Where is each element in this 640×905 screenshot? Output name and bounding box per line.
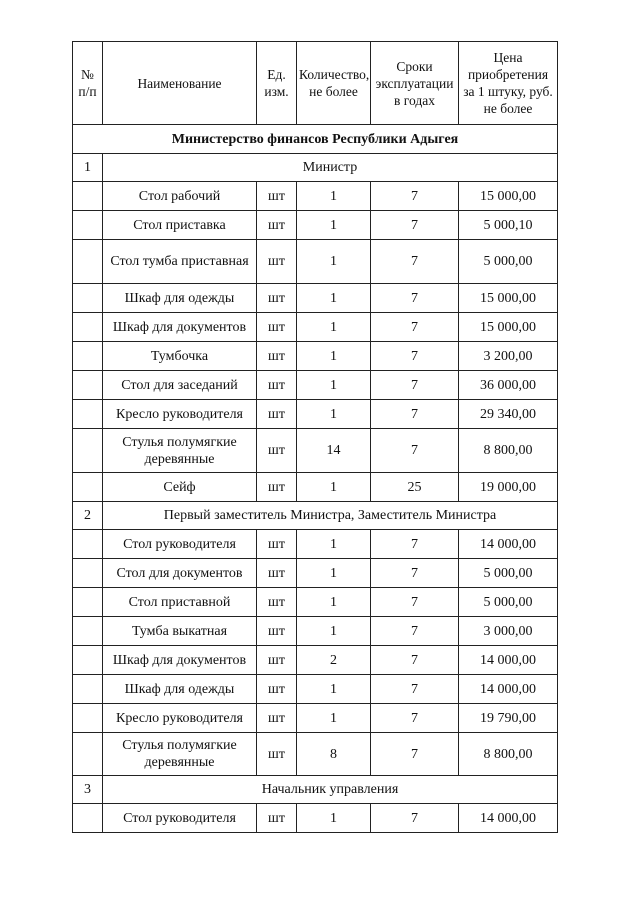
table-row — [73, 284, 558, 313]
item-price: 3 200,00 — [459, 342, 558, 371]
row-number-cell — [73, 646, 103, 675]
item-term: 7 — [371, 704, 459, 733]
item-price: 15 000,00 — [459, 313, 558, 342]
table-row — [73, 240, 558, 284]
item-term: 7 — [371, 646, 459, 675]
item-price: 14 000,00 — [459, 675, 558, 704]
item-unit: шт — [257, 617, 297, 646]
item-unit: шт — [257, 559, 297, 588]
item-quantity: 1 — [297, 240, 371, 284]
row-number-cell — [73, 371, 103, 400]
table-row — [73, 733, 558, 776]
item-name: Шкаф для одежды — [103, 284, 257, 313]
item-quantity: 1 — [297, 588, 371, 617]
item-quantity: 1 — [297, 342, 371, 371]
row-number-cell — [73, 240, 103, 284]
item-quantity: 2 — [297, 646, 371, 675]
row-number-cell — [73, 804, 103, 833]
item-name: Стол для заседаний — [103, 371, 257, 400]
item-price: 19 000,00 — [459, 473, 558, 502]
item-term: 7 — [371, 342, 459, 371]
group-row — [73, 154, 558, 182]
row-number-cell — [73, 704, 103, 733]
item-price: 14 000,00 — [459, 804, 558, 833]
row-number-cell — [73, 342, 103, 371]
item-quantity: 1 — [297, 284, 371, 313]
item-quantity: 1 — [297, 400, 371, 429]
item-price: 5 000,10 — [459, 211, 558, 240]
item-price: 15 000,00 — [459, 284, 558, 313]
item-name: Шкаф для документов — [103, 646, 257, 675]
item-price: 14 000,00 — [459, 646, 558, 675]
table-row — [73, 588, 558, 617]
table-row — [73, 473, 558, 502]
row-number-cell — [73, 559, 103, 588]
furniture-norms-table — [72, 41, 558, 833]
group-number: 3 — [73, 776, 103, 804]
table-row — [73, 371, 558, 400]
item-unit: шт — [257, 371, 297, 400]
item-unit: шт — [257, 342, 297, 371]
item-name: Стол руководителя — [103, 530, 257, 559]
item-price: 3 000,00 — [459, 617, 558, 646]
item-unit: шт — [257, 804, 297, 833]
item-name: Стол руководителя — [103, 804, 257, 833]
row-number-cell — [73, 182, 103, 211]
table-row — [73, 342, 558, 371]
item-name: Тумба выкатная — [103, 617, 257, 646]
item-term: 7 — [371, 733, 459, 776]
header-term: Сроки эксплуатации в годах — [371, 42, 459, 125]
item-price: 14 000,00 — [459, 530, 558, 559]
row-number-cell — [73, 313, 103, 342]
item-quantity: 8 — [297, 733, 371, 776]
item-term: 7 — [371, 400, 459, 429]
item-term: 7 — [371, 211, 459, 240]
item-name: Стол приставка — [103, 211, 257, 240]
item-name: Кресло руководителя — [103, 400, 257, 429]
item-term: 7 — [371, 182, 459, 211]
item-name: Тумбочка — [103, 342, 257, 371]
header-name: Наименование — [103, 42, 257, 125]
item-unit: шт — [257, 675, 297, 704]
item-price: 15 000,00 — [459, 182, 558, 211]
row-number-cell — [73, 473, 103, 502]
header-num: № п/п — [73, 42, 103, 125]
table-row — [73, 211, 558, 240]
item-price: 19 790,00 — [459, 704, 558, 733]
group-title: Министр — [103, 154, 558, 182]
row-number-cell — [73, 429, 103, 473]
group-number: 1 — [73, 154, 103, 182]
group-row — [73, 502, 558, 530]
item-quantity: 1 — [297, 804, 371, 833]
item-quantity: 1 — [297, 559, 371, 588]
item-term: 25 — [371, 473, 459, 502]
table-row — [73, 429, 558, 473]
item-name: Шкаф для документов — [103, 313, 257, 342]
table-row — [73, 675, 558, 704]
row-number-cell — [73, 733, 103, 776]
table-row — [73, 704, 558, 733]
item-unit: шт — [257, 211, 297, 240]
item-term: 7 — [371, 559, 459, 588]
item-term: 7 — [371, 588, 459, 617]
item-term: 7 — [371, 284, 459, 313]
item-unit: шт — [257, 313, 297, 342]
item-unit: шт — [257, 284, 297, 313]
group-title: Первый заместитель Министра, Заместитель Министра — [103, 502, 558, 530]
item-unit: шт — [257, 400, 297, 429]
item-quantity: 1 — [297, 675, 371, 704]
item-price: 5 000,00 — [459, 588, 558, 617]
item-term: 7 — [371, 530, 459, 559]
table-row — [73, 313, 558, 342]
item-term: 7 — [371, 804, 459, 833]
row-number-cell — [73, 588, 103, 617]
item-unit: шт — [257, 429, 297, 473]
item-unit: шт — [257, 240, 297, 284]
item-price: 8 800,00 — [459, 733, 558, 776]
item-name: Стол приставной — [103, 588, 257, 617]
item-price: 8 800,00 — [459, 429, 558, 473]
table-row — [73, 559, 558, 588]
item-name: Кресло руководителя — [103, 704, 257, 733]
item-unit: шт — [257, 182, 297, 211]
row-number-cell — [73, 284, 103, 313]
item-term: 7 — [371, 429, 459, 473]
section-title: Министерство финансов Республики Адыгея — [73, 125, 558, 154]
item-name: Стол рабочий — [103, 182, 257, 211]
table-body — [73, 125, 558, 833]
group-number: 2 — [73, 502, 103, 530]
header-price: Цена приобретения за 1 штуку, руб. не более — [459, 42, 558, 125]
table-row — [73, 804, 558, 833]
item-name: Стол для документов — [103, 559, 257, 588]
item-unit: шт — [257, 733, 297, 776]
item-unit: шт — [257, 646, 297, 675]
item-quantity: 1 — [297, 182, 371, 211]
item-price: 36 000,00 — [459, 371, 558, 400]
group-title: Начальник управления — [103, 776, 558, 804]
item-term: 7 — [371, 240, 459, 284]
item-term: 7 — [371, 617, 459, 646]
item-name: Стол тумба приставная — [103, 240, 257, 284]
header-row — [73, 42, 558, 125]
item-quantity: 1 — [297, 473, 371, 502]
item-term: 7 — [371, 313, 459, 342]
item-quantity: 1 — [297, 371, 371, 400]
item-quantity: 1 — [297, 617, 371, 646]
table-row — [73, 182, 558, 211]
item-quantity: 1 — [297, 211, 371, 240]
group-row — [73, 776, 558, 804]
header-unit: Ед. изм. — [257, 42, 297, 125]
item-name: Сейф — [103, 473, 257, 502]
section-row — [73, 125, 558, 154]
item-price: 29 340,00 — [459, 400, 558, 429]
table-row — [73, 530, 558, 559]
item-quantity: 1 — [297, 530, 371, 559]
header-qty: Количество, не более — [297, 42, 371, 125]
item-name: Стулья полумягкие деревянные — [103, 733, 257, 776]
item-term: 7 — [371, 675, 459, 704]
row-number-cell — [73, 400, 103, 429]
row-number-cell — [73, 675, 103, 704]
item-name: Шкаф для одежды — [103, 675, 257, 704]
item-quantity: 1 — [297, 704, 371, 733]
item-price: 5 000,00 — [459, 559, 558, 588]
item-unit: шт — [257, 473, 297, 502]
row-number-cell — [73, 211, 103, 240]
row-number-cell — [73, 617, 103, 646]
table-row — [73, 617, 558, 646]
item-term: 7 — [371, 371, 459, 400]
item-unit: шт — [257, 588, 297, 617]
item-quantity: 14 — [297, 429, 371, 473]
item-name: Стулья полумягкие деревянные — [103, 429, 257, 473]
item-quantity: 1 — [297, 313, 371, 342]
table-row — [73, 646, 558, 675]
item-unit: шт — [257, 530, 297, 559]
item-price: 5 000,00 — [459, 240, 558, 284]
row-number-cell — [73, 530, 103, 559]
item-unit: шт — [257, 704, 297, 733]
table-row — [73, 400, 558, 429]
